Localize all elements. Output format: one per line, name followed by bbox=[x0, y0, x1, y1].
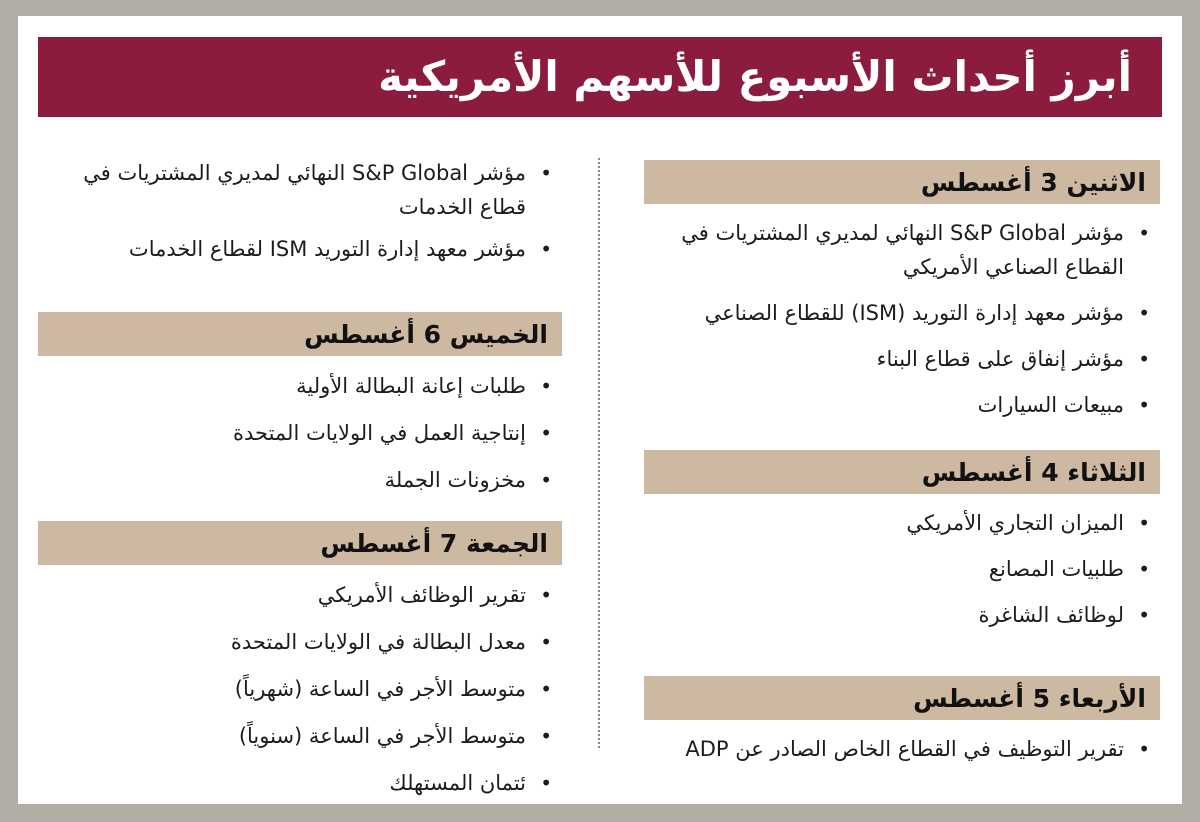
friday-list bbox=[38, 578, 562, 800]
left-column bbox=[38, 152, 562, 800]
list-item: • مؤشر إنفاق على قطاع البناء bbox=[644, 342, 1160, 376]
list-item: • مخزونات الجملة bbox=[38, 463, 562, 497]
day-header-tuesday: الثلاثاء 4 أغسطس bbox=[644, 450, 1160, 494]
list-item: • مؤشر S&P Global النهائي لمديري المشتريات في القطاع الصناعي الأمريكي bbox=[644, 216, 1160, 284]
list-item: • لوظائف الشاغرة bbox=[644, 598, 1160, 632]
tuesday-list bbox=[644, 506, 1160, 632]
right-column bbox=[644, 160, 1160, 766]
monday-list bbox=[644, 216, 1160, 422]
list-item: • مبيعات السيارات bbox=[644, 388, 1160, 422]
list-item: • الميزان التجاري الأمريكي bbox=[644, 506, 1160, 540]
list-item: • مؤشر S&P Global النهائي لمديري المشتريات في قطاع الخدمات bbox=[38, 156, 562, 224]
list-item: • إنتاجية العمل في الولايات المتحدة bbox=[38, 416, 562, 450]
wednesday-continued-list bbox=[38, 156, 562, 266]
day-header-thursday: الخميس 6 أغسطس bbox=[38, 312, 562, 356]
day-header-monday: الاثنين 3 أغسطس bbox=[644, 160, 1160, 204]
list-item: • مؤشر معهد إدارة التوريد ISM لقطاع الخدمات bbox=[38, 232, 562, 266]
thursday-list bbox=[38, 369, 562, 497]
title-bar bbox=[38, 37, 1162, 117]
list-item: • معدل البطالة في الولايات المتحدة bbox=[38, 625, 562, 659]
list-item: • طلبات إعانة البطالة الأولية bbox=[38, 369, 562, 403]
day-header-friday: الجمعة 7 أغسطس bbox=[38, 521, 562, 565]
list-item: • مؤشر معهد إدارة التوريد (ISM) للقطاع الصناعي bbox=[644, 296, 1160, 330]
list-item: • متوسط الأجر في الساعة (سنوياً) bbox=[38, 719, 562, 753]
list-item: • متوسط الأجر في الساعة (شهرياً) bbox=[38, 672, 562, 706]
column-divider bbox=[598, 158, 600, 748]
list-item: • تقرير الوظائف الأمريكي bbox=[38, 578, 562, 612]
wednesday-list bbox=[644, 732, 1160, 766]
page-title: أبرز أحداث الأسبوع للأسهم الأمريكية bbox=[378, 52, 1132, 101]
day-header-wednesday: الأربعاء 5 أغسطس bbox=[644, 676, 1160, 720]
list-item: • ئتمان المستهلك bbox=[38, 766, 562, 800]
list-item: • طلبيات المصانع bbox=[644, 552, 1160, 586]
infographic-card bbox=[18, 16, 1182, 804]
list-item: • تقرير التوظيف في القطاع الخاص الصادر عن ADP bbox=[644, 732, 1160, 766]
